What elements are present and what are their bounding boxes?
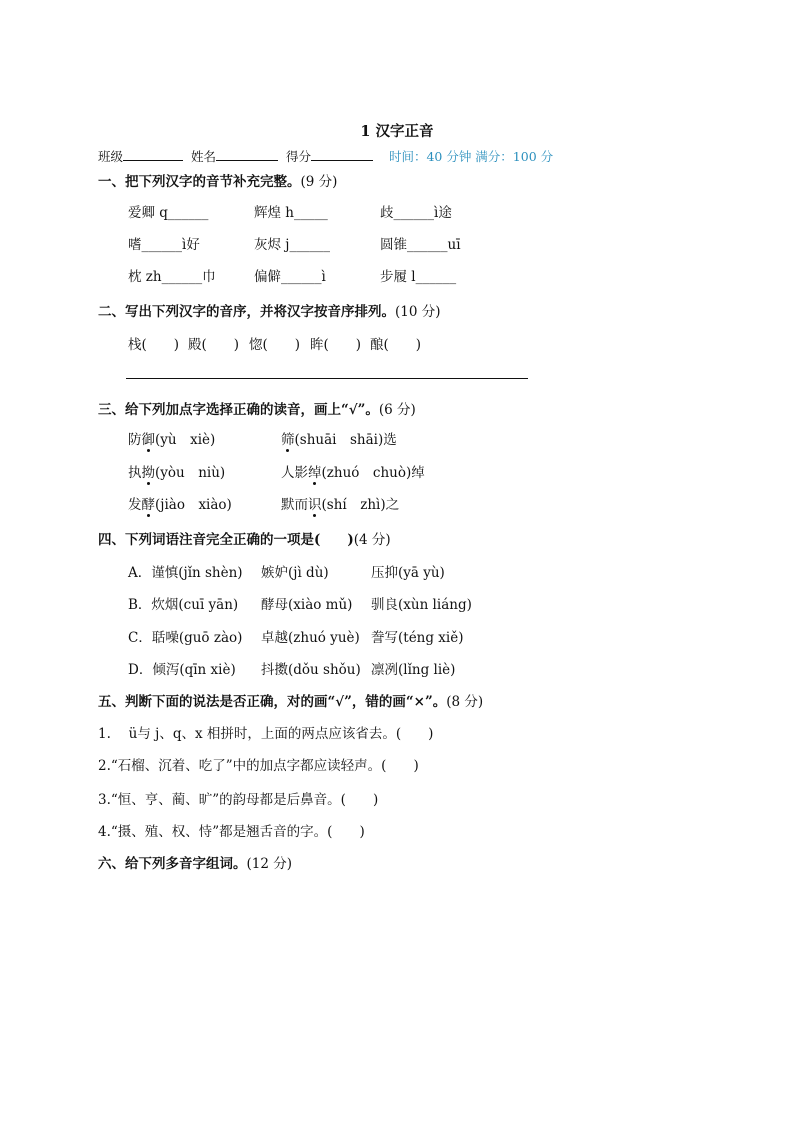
dotted-char: 拗: [142, 461, 156, 481]
s3-options: (zhuó chuò)绰: [321, 465, 425, 481]
option-a-word: 嫉妒(jì dù): [261, 565, 329, 581]
dotted-char: 识: [308, 493, 322, 513]
option-b-word: 驯良(xùn liáng): [371, 597, 472, 613]
dotted-char: 绰: [308, 461, 322, 481]
section-1-heading: [98, 170, 337, 190]
s1-item: 步履 l______: [380, 269, 457, 285]
section-5-heading: [98, 690, 483, 710]
s2-item: 殿( ): [188, 337, 240, 353]
section-title: 四、下列词语注音完全正确的一项是( ): [98, 532, 354, 548]
judgement-item: 1. ü与 j、q、x 相拼时，上面的两点应该省去。( ): [98, 726, 434, 742]
dotted-char: 酵: [142, 493, 156, 513]
section-4-heading: [98, 528, 391, 548]
s3-options: (yòu niù): [155, 465, 226, 481]
option-c: C．聒噪(guō zào): [128, 630, 243, 646]
section-points: (6 分): [378, 402, 416, 418]
s1-item: 爱卿 q______: [128, 205, 209, 221]
s1-item: 偏僻______ì: [254, 269, 326, 285]
section-2-heading: [98, 300, 441, 320]
student-info-line: [98, 147, 553, 165]
section-points: (8 分): [446, 694, 484, 710]
option-a-word: 压抑(yā yù): [371, 565, 445, 581]
name-label: 姓名: [190, 149, 216, 164]
option-a: A．谨慎(jǐn shèn): [128, 565, 243, 581]
class-label: 班级: [98, 149, 124, 164]
option-c-word: 卓越(zhuó yuè): [261, 630, 360, 646]
answer-line: [126, 378, 528, 379]
s3-item: [281, 428, 397, 448]
s3-options: (shí zhì)之: [321, 497, 400, 513]
section-title: 三、给下列加点字选择正确的读音，画上“√”。: [98, 402, 379, 418]
option-d-word: 抖擞(dǒu shǒu): [261, 662, 361, 678]
s3-prefix: 执: [128, 465, 142, 481]
s1-item: 辉煌 h_____: [254, 205, 328, 221]
s3-options: (yù xiè): [155, 432, 216, 448]
section-3-heading: [98, 398, 416, 418]
section-points: (9 分): [300, 174, 338, 190]
class-blank: [123, 148, 183, 161]
s1-item: 圆锥______uī: [380, 237, 461, 253]
s2-item: 惚( ): [249, 337, 301, 353]
s2-item: 眸( ): [310, 337, 362, 353]
score-blank: [311, 148, 373, 161]
page-title: 1 汉字正音: [360, 123, 434, 140]
section-title: 一、把下列汉字的音节补充完整。: [98, 174, 301, 190]
judgement-item: 3.“恒、亨、蔺、旷”的韵母都是后鼻音。( ): [98, 792, 379, 808]
s3-item: [281, 461, 425, 481]
s3-options: (jiào xiào): [155, 497, 232, 513]
judgement-item: 2.“石榴、沉着、吃了”中的加点字都应读轻声。( ): [98, 758, 419, 774]
s3-item: [128, 428, 215, 448]
section-title: 五、判断下面的说法是否正确，对的画“√”，错的画“×”。: [98, 694, 447, 710]
section-points: (10 分): [395, 304, 441, 320]
s3-prefix: 发: [128, 497, 142, 513]
option-b: B．炊烟(cuī yān): [128, 597, 239, 613]
s3-options: (shuāi shāi)选: [294, 432, 397, 448]
s3-item: [128, 461, 225, 481]
option-b-word: 酵母(xiào mǔ): [261, 597, 353, 613]
score-label: 得分: [285, 149, 311, 164]
s3-item: [281, 493, 399, 513]
section-title: 二、写出下列汉字的音序，并将汉字按音序排列。: [98, 304, 395, 320]
s1-item: 枕 zh______巾: [128, 269, 216, 285]
time-info: 时间：40 分钟 满分：100 分: [388, 149, 554, 164]
name-blank: [216, 148, 278, 161]
s1-item: 歧______ì途: [380, 205, 452, 221]
option-d-word: 凛冽(lǐng liè): [371, 662, 456, 678]
section-points: (12 分): [246, 856, 293, 872]
s3-prefix: 默而: [281, 497, 308, 513]
section-points: (4 分): [353, 532, 391, 548]
s1-item: 嗜______ì好: [128, 237, 200, 253]
s3-item: [128, 493, 232, 513]
s1-item: 灰烬 j______: [254, 237, 330, 253]
option-d: D．倾泻(qīn xiè): [128, 662, 236, 678]
s2-item: 栈( ): [128, 337, 180, 353]
section-title: 六、给下列多音字组词。: [98, 856, 247, 872]
s3-prefix: 人影: [281, 465, 308, 481]
dotted-char: 御: [142, 428, 156, 448]
s3-prefix: 防: [128, 432, 142, 448]
s2-item: 酿( ): [370, 337, 422, 353]
section-6-heading: [98, 852, 292, 872]
option-c-word: 誊写(téng xiě): [371, 630, 464, 646]
dotted-char: 筛: [281, 428, 295, 448]
judgement-item: 4.“摄、殖、权、恃”都是翘舌音的字。( ): [98, 824, 365, 840]
